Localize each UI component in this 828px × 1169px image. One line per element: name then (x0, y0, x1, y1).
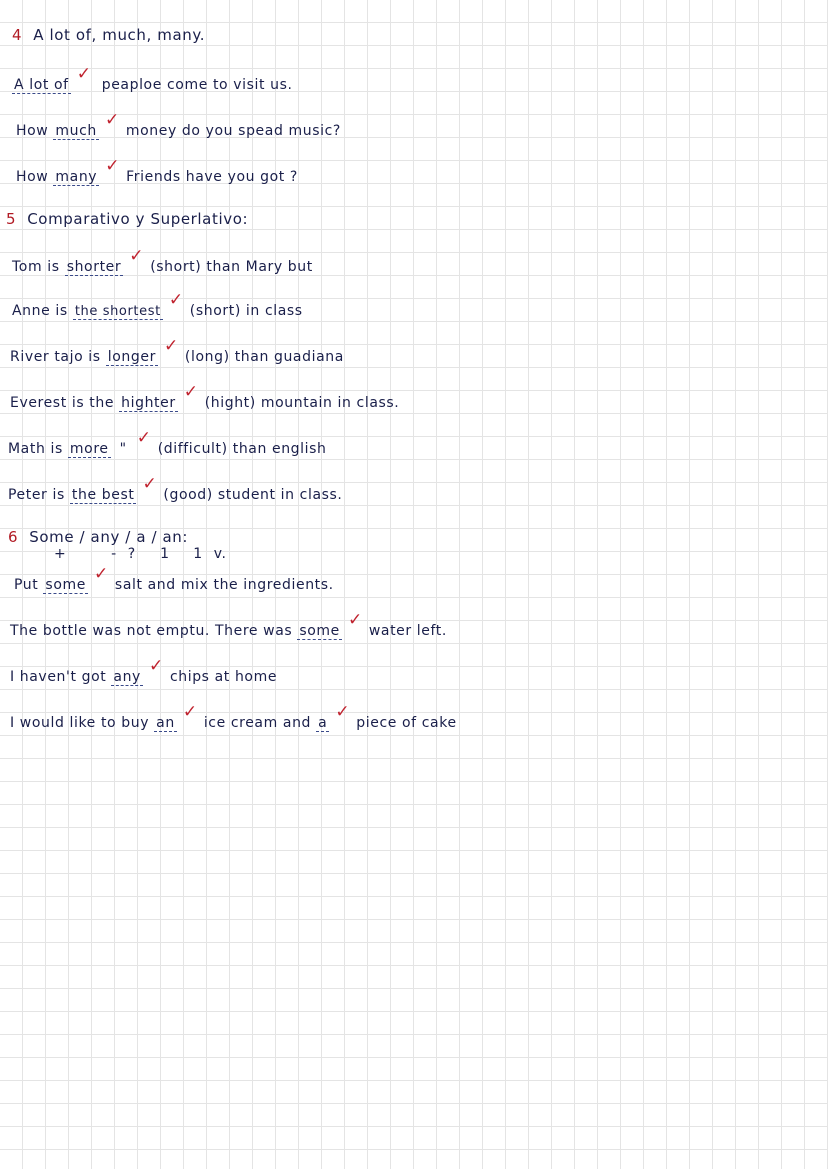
answer: highter (121, 395, 176, 411)
exercise-line (16, 110, 341, 140)
sentence-text: piece of cake (356, 715, 457, 731)
sentence-text: Everest is the (10, 395, 115, 411)
exercise-line (12, 246, 313, 276)
check-mark-icon: ✓ (183, 382, 199, 402)
sentence-text: I would like to buy (10, 715, 150, 731)
exercise-line (12, 64, 297, 94)
answer: a (318, 715, 328, 731)
section-title: A lot of, much, many. (33, 26, 206, 44)
answer: the best (71, 487, 135, 503)
section-title: Comparativo y Superlativo: (27, 210, 249, 228)
sentence-text: (short) in class (189, 303, 303, 319)
sentence-text: Friends have you got ? (126, 169, 298, 185)
sentence-text: (hight) mountain in class. (204, 395, 400, 411)
sentence-text: How (16, 169, 49, 185)
exercise-line (8, 428, 327, 458)
answer: A lot of (14, 77, 69, 93)
answer: more (69, 441, 109, 457)
exercise-line (10, 656, 278, 686)
check-mark-icon: ✓ (136, 428, 152, 448)
section-number: 6 (8, 528, 19, 546)
check-mark-icon: ✓ (168, 290, 184, 310)
exercise-line (10, 336, 344, 366)
section-number: 5 (6, 210, 17, 228)
exercise-line (16, 156, 298, 186)
legend-minus-question: - ? (111, 546, 136, 562)
answer: an (156, 715, 175, 731)
legend-plus: + (54, 546, 67, 562)
check-mark-icon: ✓ (164, 336, 179, 356)
sentence-text: money do you spead music? (125, 123, 341, 139)
check-mark-icon: ✓ (129, 246, 145, 266)
sentence-text: salt and mix the ingredients. (114, 577, 334, 593)
answer: some (299, 623, 340, 639)
sentence-text: River tajo is (10, 349, 101, 365)
ditto-mark: " (119, 441, 127, 457)
exercise-line (14, 564, 334, 594)
section-number: 4 (12, 26, 23, 44)
section-title: Some / any / a / an: (29, 528, 189, 546)
legend-one-v: 1 v. (193, 546, 227, 562)
exercise-line (12, 290, 303, 320)
exercise-line (10, 610, 447, 640)
sentence-text: (long) than guadiana (184, 349, 344, 365)
answer: longer (107, 349, 156, 365)
legend-row (54, 546, 227, 562)
legend-one: 1 (160, 546, 170, 562)
exercise-line (8, 474, 343, 504)
exercise-line (10, 382, 400, 412)
sentence-text: Put (14, 577, 39, 593)
section-6-heading (8, 528, 188, 546)
sentence-text: Tom is (12, 259, 60, 275)
answer: many (55, 169, 98, 185)
section-5-heading (6, 210, 248, 228)
sentence-text: I haven't got (10, 669, 107, 685)
section-4-heading (12, 26, 205, 44)
check-mark-icon: ✓ (149, 656, 164, 676)
check-mark-icon: ✓ (76, 64, 92, 84)
sentence-text: Peter is (8, 487, 65, 503)
check-mark-icon: ✓ (105, 156, 121, 176)
check-mark-icon: ✓ (104, 110, 120, 130)
check-mark-icon: ✓ (335, 702, 351, 722)
sentence-text: Math is (8, 441, 63, 457)
answer: the shortest (74, 304, 161, 319)
sentence-text: water left. (368, 623, 447, 639)
sentence-text: ice cream and (203, 715, 312, 731)
sentence-text: Anne is (12, 303, 68, 319)
exercise-line (10, 702, 457, 732)
sentence-text: (short) than Mary but (150, 259, 313, 275)
sentence-text: chips at home (169, 669, 278, 685)
sentence-text: The bottle was not emptu. There was (10, 623, 293, 639)
answer: any (113, 669, 141, 685)
sentence-text: (good) student in class. (163, 487, 343, 503)
answer: shorter (66, 259, 122, 275)
check-mark-icon: ✓ (142, 474, 158, 494)
sentence-text: How (16, 123, 49, 139)
sentence-text: peaploe come to visit us. (101, 77, 293, 93)
check-mark-icon: ✓ (182, 702, 198, 722)
answer: much (55, 123, 97, 139)
answer: some (45, 577, 86, 593)
check-mark-icon: ✓ (347, 610, 363, 630)
check-mark-icon: ✓ (94, 564, 109, 584)
sentence-text: (difficult) than english (157, 441, 327, 457)
